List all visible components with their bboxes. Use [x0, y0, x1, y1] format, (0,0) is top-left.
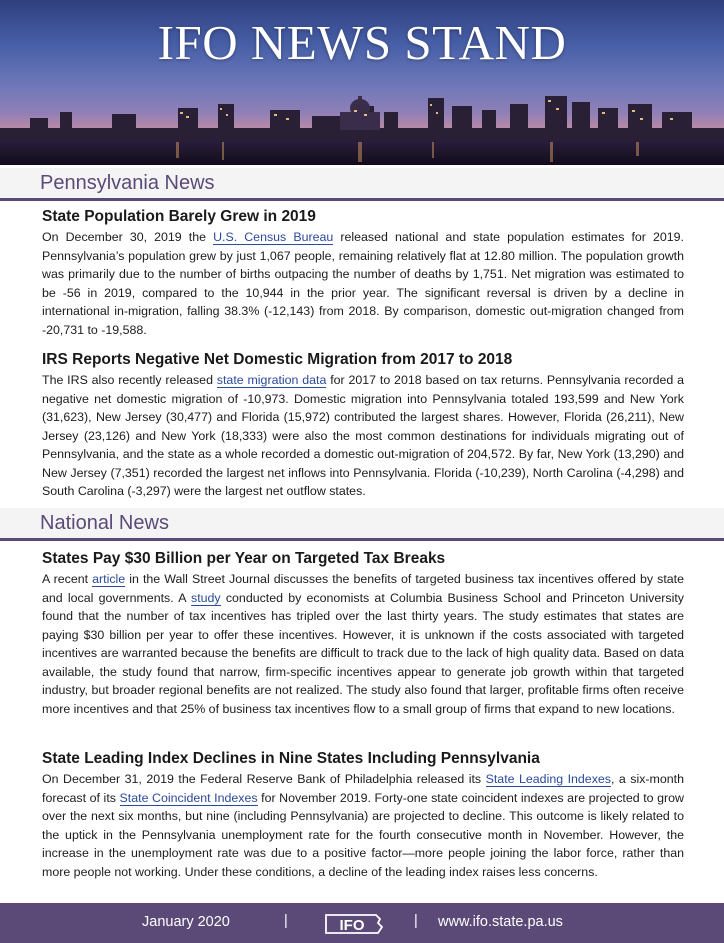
ifo-logo-icon: [322, 909, 386, 937]
footer-separator: |: [284, 913, 288, 929]
article-state-leading-index: [42, 750, 684, 881]
article-title: State Leading Index Declines in Nine States Including Pennsylvania: [42, 750, 540, 767]
footer-website-link[interactable]: www.ifo.state.pa.us: [438, 914, 563, 930]
footer-bar: [0, 903, 724, 943]
body-text: for 2017 to 2018 based on tax returns. Pennsylvania recorded a negative net domestic migration of -10,973. Domestic migration into Pennsylvania totaled 193,599 and New York (31,623), New Jersey (30,477) and Florida (15,972) contributed the largest shares. However, Florida (26,211), New Jersey (23,126) and New York (18,333) were also the most common destinations for individuals migrating out of Pennsylvania, and the state as a whole recorded a domestic out-migration of 204,572. By far, New York (13,290) and New Jersey (7,351) recorded the largest net inflows into Pennsylvania. Florida (-10,239), North Carolina (-4,298) and South Carolina (-3,297) were the largest net outflow states.: [42, 373, 684, 498]
body-text: in the Wall Street Journal discusses the benefits of targeted business tax incentives offered by state and local governments. A: [42, 572, 684, 605]
ifo-logo[interactable]: [322, 909, 386, 941]
article-targeted-tax-breaks: [42, 550, 684, 718]
footer-date: January 2020: [142, 914, 230, 930]
body-text: The IRS also recently released: [42, 373, 217, 387]
census-bureau-link[interactable]: U.S. Census Bureau: [213, 230, 334, 244]
article-irs-migration: [42, 351, 684, 501]
article-body: [42, 570, 684, 718]
article-state-population: [42, 208, 684, 339]
body-text: On December 30, 2019 the: [42, 230, 214, 244]
article-title: IRS Reports Negative Net Domestic Migration from 2017 to 2018: [42, 351, 513, 368]
masthead-title: IFO NEWS STAND: [157, 15, 567, 70]
body-text: A recent: [42, 572, 93, 586]
body-text: released national and state population estimates for 2019. Pennsylvania’s population grew by just 1,067 people, remaining relatively flat at 12.80 million. The population growth was primarily due to the number of births outpacing the number of deaths by 1,751. Net migration was estimated to be -56 in 2019, compared to the 10,944 in the prior year. The significant reversal is driven by a decline in international in-migration, falling 38.3% (-12,143) from 2018. By comparison, domestic out-migration changed from -20,731 to -19,588.: [42, 230, 684, 337]
state-leading-indexes-link[interactable]: State Leading Indexes: [485, 772, 611, 786]
article-body: [42, 770, 684, 881]
section-title: Pennsylvania News: [40, 172, 215, 194]
article-body: [42, 371, 684, 501]
logo-text: IFO: [339, 917, 365, 934]
masthead-banner: [0, 0, 724, 165]
state-migration-data-link[interactable]: state migration data: [216, 373, 327, 387]
section-header-pennsylvania: [0, 168, 724, 201]
wsj-article-link[interactable]: article: [92, 572, 126, 586]
footer-separator: |: [414, 913, 418, 929]
section-title: National News: [40, 512, 169, 534]
study-link[interactable]: study: [191, 590, 221, 605]
body-text: conducted by economists at Columbia Business School and Princeton University found that the number of tax incentives has tripled over the last thirty years. The study estimates that states are paying $30 billion per year to offer these incentives. However, it is unknown if the costs associated with targeted incentives are warranted because the benefits are difficult to track due to the lack of high quality data. Based on data available, the study found that narrow, firm-specific incentives appear to generate job growth within that targeted industry, but broader regional benefits are not realized. The study also found that larger, profitable firms often receive more incentives and that 25% of business tax incentives flow to a small group of firms that expand to new locations.: [42, 590, 684, 716]
article-body: [42, 228, 684, 339]
article-title: States Pay $30 Billion per Year on Targeted Tax Breaks: [42, 550, 446, 567]
body-text: for November 2019. Forty-one state coincident indexes are projected to grow over the next six months, but nine (including Pennsylvania) are projected to decline. This outcome is likely related to the uptick in the Pennsylvania unemployment rate for the fourth consecutive month in November. However, the increase in the unemployment rate was due to a positive factor—more people joining the labor force, rather than more people not working. Under these conditions, a decline of the leading index raises less concerns.: [42, 790, 684, 879]
article-title: State Population Barely Grew in 2019: [42, 208, 316, 225]
state-coincident-indexes-link[interactable]: State Coincident Indexes: [119, 790, 258, 805]
body-text: On December 31, 2019 the Federal Reserve Bank of Philadelphia released its: [42, 772, 486, 786]
body-text: , a six-month forecast of its: [42, 772, 684, 805]
section-header-national: [0, 508, 724, 541]
